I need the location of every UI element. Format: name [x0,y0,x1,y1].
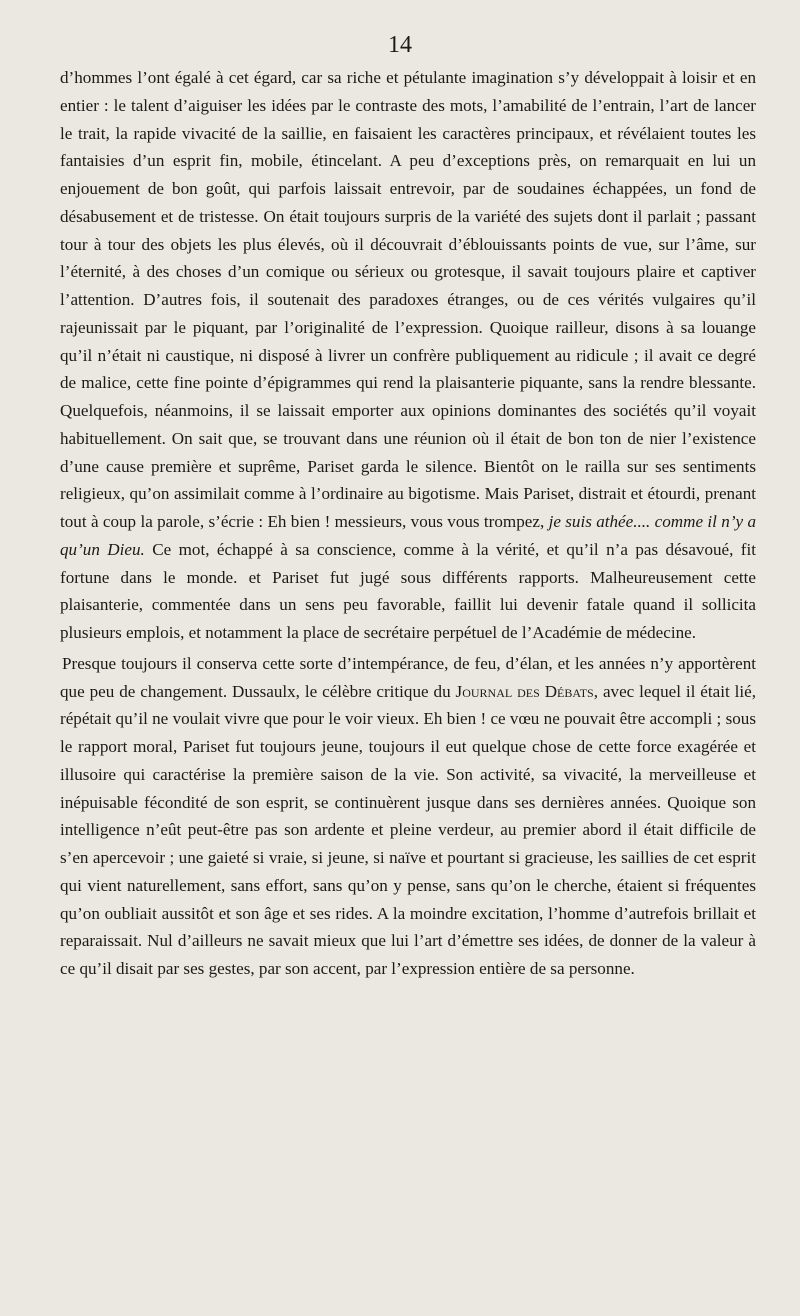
paragraph-2-text-end: , avec lequel il était lié, répétait qu’il ne voulait vivre que pour le voir vieux. Eh bien ! ce vœu ne pouvait être accompli ; sous le rapport moral, Pariset fut toujours jeune, toujours il eut quelque chose de cette force exagérée et illusoire qui caractérise la première saison de la vie. Son activité, sa vivacité, la merveilleuse et inépuisable fécondité de son esprit, se continuèrent jusque dans ses dernières années. Quoique son intelligence n’eût peut-être pas son ardente et pleine verdeur, au premier abord il était difficile de s’en apercevoir ; une gaieté si vraie, si jeune, si naïve et pourtant si gracieuse, les saillies de cet esprit qui vient naturellement, sans effort, sans qu’on y pense, sans qu’on le cherche, étaient si fréquentes qu’on oubliait aussitôt et son âge et ses rides. A la moindre excitation, l’homme d’autrefois brillait et reparaissait. Nul d’ailleurs ne savait mieux que lui l’art d’émettre ses idées, de donner de la valeur à ce qu’il disait par ses gestes, par son accent, par l’expression entière de sa personne. [60,681,757,978]
paragraph-1-text-start: d’hommes l’ont égalé à cet égard, car sa riche et pétulante imagination s’y développait à loisir et en entier : le talent d’aiguiser les idées par le contraste des mots, l’amabilité de l’entrain, l’art de lancer le trait, la rapide vivacité de la saillie, en faisaient les caractères principaux, et révélaient toutes les fantaisies d’un esprit fin, mobile, étincelant. A peu d’exceptions près, on remarquait en lui un enjouement de bon goût, qui parfois laissait entrevoir, par de soudaines échappées, un fond de désabusement et de tristesse. On était toujours surpris de la variété des sujets dont il parlait ; passant tour à tour des objets les plus élevés, où il découvrait d’éblouissants points de vue, sur l’âme, sur l’éternité, à des choses d’un comique ou sérieux ou grotesque, il savait toujours plaire et captiver l’attention. D’autres fois, il soutenait des paradoxes étranges, ou de ces vérités vulgaires qu’il rajeunissait par le piquant, par l’originalité de l’expression. Quoique railleur, disons à sa louange qu’il n’était ni caustique, ni disposé à livrer un confrère publiquement au ridicule ; il avait ce degré de malice, cette fine pointe d’épigrammes qui rend la plaisanterie piquante, sans la rendre blessante. Quelquefois, néanmoins, il se laissait emporter aux opinions dominantes des sociétés qu’il voyait habituellement. On sait que, se trouvant dans une réunion où il était de bon ton de nier l’existence d’une cause première et suprême, Pariset garda le silence. Bientôt on le railla sur ses sentiments religieux, qu’on assimilait comme à l’ordinaire au bigotisme. Mais Pariset, distrait et étourdi, prenant tout à coup la parole, s’écrie : Eh bien ! messieurs, vous vous trompez, [60,68,756,531]
page-number: 14 [388,32,412,58]
paragraph-1 [60,64,756,647]
paragraph-2 [60,650,756,983]
paragraph-1-text-end: Ce mot, échappé à sa conscience, comme à la vérité, et qu’il n’a pas désavoué, fit fortune dans le monde. et Pariset fut jugé sous différents rapports. Malheureusement cette plaisanterie, commentée dans un sens peu favorable, faillit lui devenir fatale quand il sollicita plusieurs emplois, et notamment la place de secrétaire perpétuel de l’Académie de médecine. [60,539,757,642]
paragraph-2-journal-title: Journal des Débats [455,681,594,701]
paragraph-1-italic-quote: je suis athée.... comme il n’y a qu’un Dieu. [60,512,756,559]
paragraph-2-text-start: Presque toujours il conserva cette sorte d’intempérance, de feu, d’élan, et les années n’y apportèrent que peu de changement. Dussaulx, le célèbre critique du [60,653,756,701]
body-text [60,64,756,983]
